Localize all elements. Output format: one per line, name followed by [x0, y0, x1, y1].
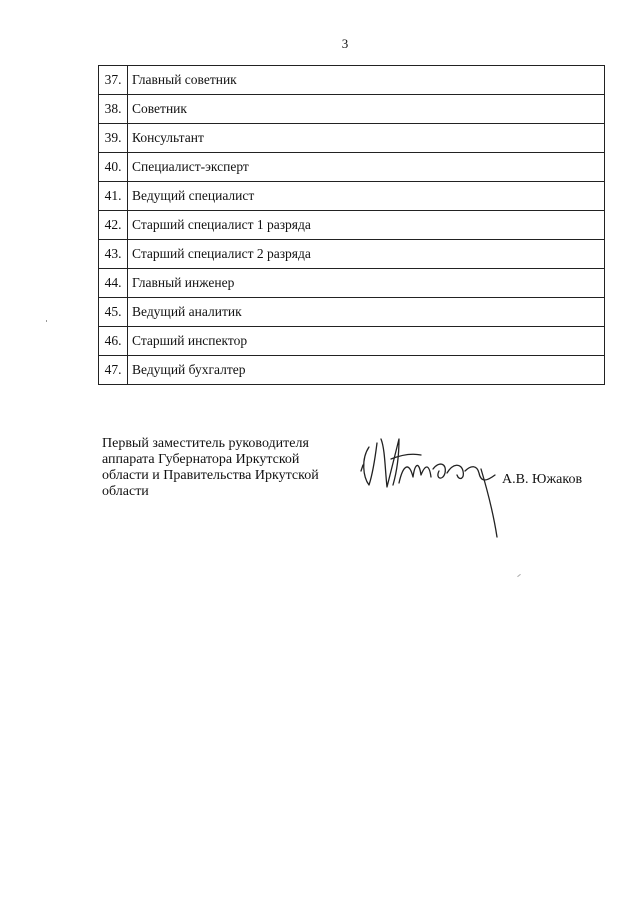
- table-row: [99, 298, 605, 327]
- signatory-position-line: аппарата Губернатора Иркутской: [102, 452, 300, 467]
- table-row: [99, 153, 605, 182]
- table-row: [99, 356, 605, 385]
- row-number: 47.: [99, 356, 128, 385]
- table-row: [99, 211, 605, 240]
- signatory-name: А.В. Южаков: [502, 472, 583, 487]
- table-row: [99, 269, 605, 298]
- table-row: [99, 66, 605, 95]
- position-title: Ведущий специалист: [128, 182, 605, 211]
- signatory-position-line: Первый заместитель руководителя: [102, 436, 309, 451]
- row-number: 42.: [99, 211, 128, 240]
- position-title: Старший специалист 2 разряда: [128, 240, 605, 269]
- signatory-position-line: области и Правительства Иркутской: [102, 468, 319, 483]
- row-number: 44.: [99, 269, 128, 298]
- row-number: 46.: [99, 327, 128, 356]
- row-number: 41.: [99, 182, 128, 211]
- signatory-position: [102, 436, 342, 500]
- row-number: 38.: [99, 95, 128, 124]
- position-title: Ведущий аналитик: [128, 298, 605, 327]
- page-number: 3: [341, 36, 349, 51]
- position-title: Консультант: [128, 124, 605, 153]
- position-title: Специалист-эксперт: [128, 153, 605, 182]
- position-title: Главный советник: [128, 66, 605, 95]
- table-row: [99, 95, 605, 124]
- position-title: Старший инспектор: [128, 327, 605, 356]
- scan-mark: [46, 320, 47, 322]
- positions-table: [98, 65, 605, 385]
- position-title: Ведущий бухгалтер: [128, 356, 605, 385]
- position-title: Главный инженер: [128, 269, 605, 298]
- position-title: Советник: [128, 95, 605, 124]
- row-number: 43.: [99, 240, 128, 269]
- table-row: [99, 182, 605, 211]
- table-row: [99, 327, 605, 356]
- signatory-position-line: области: [102, 484, 149, 499]
- row-number: 37.: [99, 66, 128, 95]
- scan-mark: [517, 574, 521, 577]
- row-number: 40.: [99, 153, 128, 182]
- row-number: 45.: [99, 298, 128, 327]
- handwritten-signature: [355, 425, 515, 540]
- row-number: 39.: [99, 124, 128, 153]
- table-row: [99, 240, 605, 269]
- table-row: [99, 124, 605, 153]
- position-title: Старший специалист 1 разряда: [128, 211, 605, 240]
